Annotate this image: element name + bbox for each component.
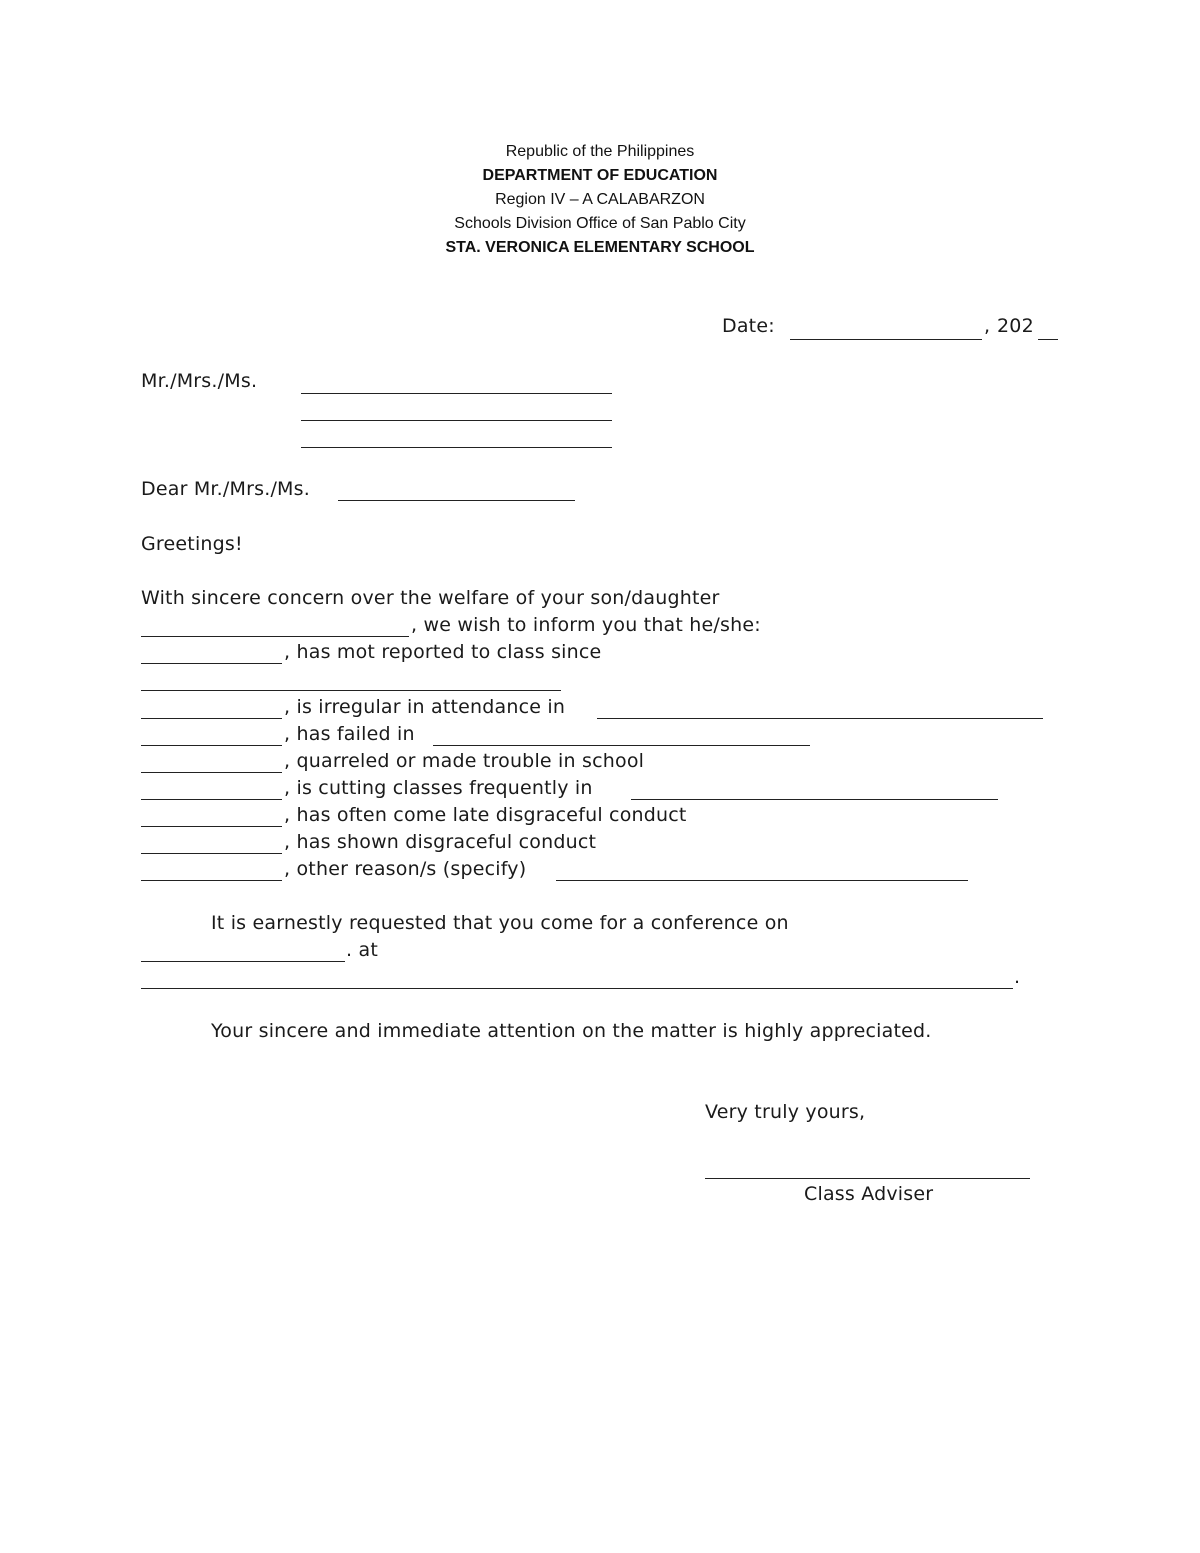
- reason-text-6: , has often come late disgraceful conduct: [284, 804, 687, 826]
- reason-subject-blank-3[interactable]: [433, 745, 810, 746]
- reason-subject-blank-5[interactable]: [631, 799, 998, 800]
- reason-check-blank-2[interactable]: [141, 718, 282, 719]
- reason-check-blank-5[interactable]: [141, 799, 282, 800]
- signatory-title: Class Adviser: [804, 1183, 934, 1205]
- salutation-blank[interactable]: [338, 500, 575, 501]
- date-comma: ,: [984, 315, 991, 337]
- reason-check-blank-1[interactable]: [141, 663, 282, 664]
- recipient-label: Mr./Mrs./Ms.: [141, 370, 258, 392]
- conference-venue-blank[interactable]: [141, 988, 1013, 989]
- reason-text-3: , has failed in: [284, 723, 415, 745]
- recipient-name-blank[interactable]: [301, 393, 612, 394]
- recipient-address-blank-2[interactable]: [301, 447, 612, 448]
- conference-line-1: It is earnestly requested that you come for a conference on: [211, 912, 789, 934]
- date-year-blank[interactable]: [1038, 339, 1058, 340]
- reason-specify-blank[interactable]: [556, 880, 968, 881]
- closing-paragraph: Your sincere and immediate attention on the matter is highly appreciated.: [211, 1020, 932, 1042]
- reason-subject-blank-2[interactable]: [597, 718, 1043, 719]
- closing-salutation: Very truly yours,: [705, 1101, 866, 1123]
- greeting: Greetings!: [141, 533, 243, 555]
- reason-check-blank-8[interactable]: [141, 880, 282, 881]
- salutation-label: Dear Mr./Mrs./Ms.: [141, 478, 310, 500]
- header-department: DEPARTMENT OF EDUCATION: [482, 167, 718, 184]
- signature-line[interactable]: [705, 1178, 1030, 1179]
- reason-check-blank-7[interactable]: [141, 853, 282, 854]
- conference-date-blank[interactable]: [141, 961, 345, 962]
- date-label: Date:: [722, 315, 775, 337]
- intro-line-2: , we wish to inform you that he/she:: [411, 614, 761, 636]
- reason-text-2: , is irregular in attendance in: [284, 696, 566, 718]
- date-blank[interactable]: [790, 339, 982, 340]
- reason-check-blank-4[interactable]: [141, 772, 282, 773]
- conference-at: . at: [346, 939, 378, 961]
- header-region: Region IV – A CALABARZON: [495, 191, 705, 208]
- reason-text-8: , other reason/s (specify): [284, 858, 527, 880]
- recipient-address-blank-1[interactable]: [301, 420, 612, 421]
- header-division: Schools Division Office of San Pablo City: [454, 215, 746, 232]
- reason-check-blank-3[interactable]: [141, 745, 282, 746]
- reason-check-blank-6[interactable]: [141, 826, 282, 827]
- conference-end: .: [1014, 966, 1021, 988]
- reason-date-blank[interactable]: [141, 690, 561, 691]
- intro-line-1: With sincere concern over the welfare of your son/daughter: [141, 587, 720, 609]
- reason-text-5: , is cutting classes frequently in: [284, 777, 593, 799]
- header-republic: Republic of the Philippines: [505, 143, 695, 160]
- header-school: STA. VERONICA ELEMENTARY SCHOOL: [445, 239, 755, 256]
- reason-text-7: , has shown disgraceful conduct: [284, 831, 597, 853]
- reason-text-1: , has mot reported to class since: [284, 641, 602, 663]
- date-year: 202: [997, 315, 1034, 337]
- reason-text-4: , quarreled or made trouble in school: [284, 750, 645, 772]
- student-name-blank[interactable]: [141, 636, 409, 637]
